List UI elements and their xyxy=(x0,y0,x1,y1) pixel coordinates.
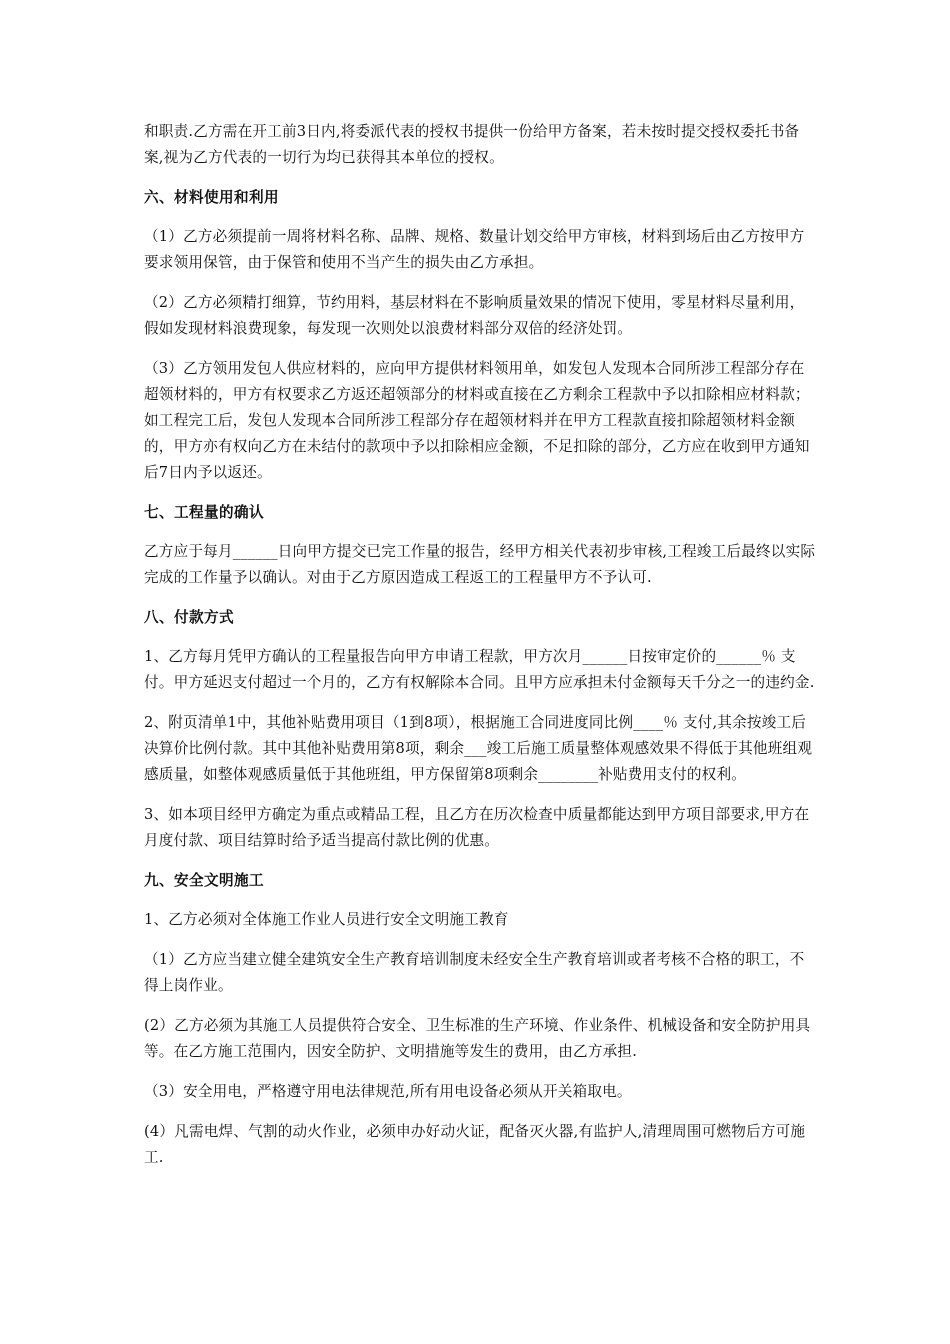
section-8-paragraph-2: 2、附页清单1中，其他补贴费用项目（1到8项），根据施工合同进度同比例____％ 支付,其余按竣工后决算价比例付款。其中其他补贴费用第8项，剩余___竣工后施工质量整体观感效果不得低于其他班组观感质量，如整体观感质量低于其他班组，甲方保留第8项剩余________补贴费用支付的权利。 xyxy=(144,714,813,783)
section-7-heading: 七、工程量的确认 xyxy=(144,504,264,521)
section-8-heading: 八、付款方式 xyxy=(144,609,234,626)
section-9-paragraph-2: （1）乙方应当建立健全建筑安全生产教育培训制度未经安全生产教育培训或者考核不合格的职工，不得上岗作业。 xyxy=(144,951,805,994)
section-9-paragraph-5: (4）凡需电焊、气割的动火作业，必须申办好动火证，配备灭火器,有监护人,清理周围可燃物后方可施工. xyxy=(144,1123,806,1166)
section-9-heading: 九、安全文明施工 xyxy=(144,872,264,889)
section-8-paragraph-3: 3、如本项目经甲方确定为重点或精品工程，且乙方在历次检查中质量都能达到甲方项目部要求,甲方在月度付款、项目结算时给予适当提高付款比例的优惠。 xyxy=(144,806,810,849)
intro-paragraph: 和职责.乙方需在开工前3日内,将委派代表的授权书提供一份给甲方备案，若未按时提交授权委托书备案,视为乙方代表的一切行为均已获得其本单位的授权。 xyxy=(144,123,800,166)
section-6-paragraph-1: （1）乙方必须提前一周将材料名称、品牌、规格、数量计划交给甲方审核，材料到场后由乙方按甲方要求领用保管，由于保管和使用不当产生的损失由乙方承担。 xyxy=(144,228,805,271)
section-9-paragraph-3: (2）乙方必须为其施工人员提供符合安全、卫生标准的生产环境、作业条件、机械设备和安全防护用具等。在乙方施工范围内，因安全防护、文明措施等发生的费用，由乙方承担. xyxy=(144,1017,811,1060)
section-7-paragraph-1: 乙方应于每月______日向甲方提交已完工作量的报告，经甲方相关代表初步审核,工程竣工后最终以实际完成的工作量予以确认。对由于乙方原因造成工程返工的工程量甲方不予认可. xyxy=(144,543,816,586)
document-body xyxy=(144,119,816,1185)
section-9-paragraph-1: 1、乙方必须对全体施工作业人员进行安全文明施工教育 xyxy=(144,911,509,928)
section-6-heading: 六、材料使用和利用 xyxy=(144,189,279,206)
section-9-paragraph-4: （3）安全用电，严格遵守用电法律规范,所有用电设备必须从开关箱取电。 xyxy=(144,1083,632,1100)
section-6-paragraph-3: （3）乙方领用发包人供应材料的，应向甲方提供材料领用单，如发包人发现本合同所涉工程部分存在超领材料的，甲方有权要求乙方返还超领部分的材料或直接在乙方剩余工程款中予以扣除相应材料款；如工程完工后，发包人发现本合同所涉工程部分存在超领材料并在甲方工程款直接扣除超领材料金额的，甲方亦有权向乙方在未结付的款项中予以扣除相应金额，不足扣除的部分，乙方应在收到甲方通知后7日内予以返还。 xyxy=(144,360,810,481)
section-8-paragraph-1: 1、乙方每月凭甲方确认的工程量报告向甲方申请工程款，甲方次月______日按审定价的______％ 支付。甲方延迟支付超过一个月的，乙方有权解除本合同。且甲方应承担未付金额每天千分之一的违约金. xyxy=(144,648,815,691)
section-6-paragraph-2: （2）乙方必须精打细算，节约用料，基层材料在不影响质量效果的情况下使用，零星材料尽量利用，假如发现材料浪费现象，每发现一次则处以浪费材料部分双倍的经济处罚。 xyxy=(144,294,805,337)
